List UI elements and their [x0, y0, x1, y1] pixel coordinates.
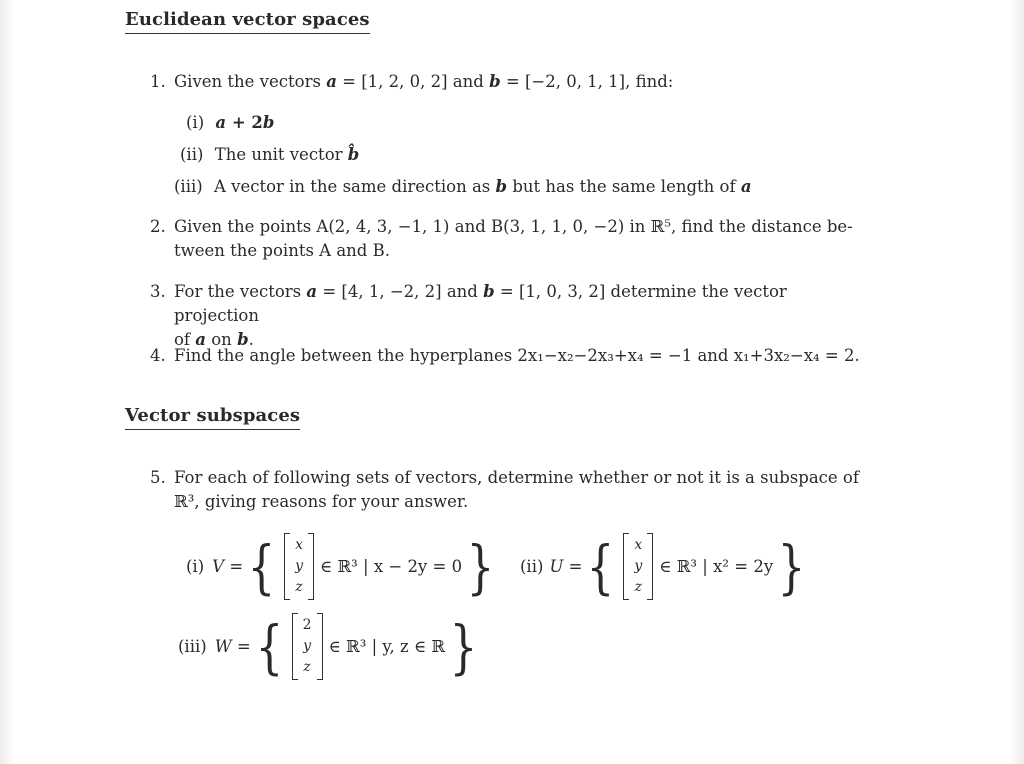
column-vector [292, 613, 323, 680]
question-2-line-1: Given the points A(2, 4, 3, −1, 1) and B(3, 1, 1, 0, −2) in ℝ⁵, find the distance be- [174, 217, 853, 236]
set-name: V = [212, 557, 244, 576]
vector-entry: z [634, 579, 642, 595]
vector-a: a [326, 72, 337, 91]
right-brace: } [777, 532, 806, 601]
question-5-line-1: For each of following sets of vectors, determine whether or not it is a subspace of [174, 468, 859, 487]
vector-entry: z [295, 579, 303, 595]
vector-entry: y [303, 638, 312, 654]
vector-entry: 2 [302, 617, 312, 633]
vector-entry: x [634, 537, 643, 553]
question-2-line-2: tween the points A and B. [174, 241, 390, 260]
set-label: (i) [186, 557, 205, 576]
left-brace: { [587, 532, 615, 601]
part-ii-text: The unit vector [214, 145, 343, 164]
vector-b: b [237, 330, 249, 349]
set-label: (iii) [178, 637, 207, 656]
question-number: 1. [150, 72, 166, 91]
part-i-a: a [215, 113, 227, 132]
set-v [186, 533, 499, 600]
question-4 [150, 344, 875, 368]
q1-part-iii [174, 175, 752, 199]
vector-entry: z [303, 659, 311, 675]
question-number: 2. [150, 217, 166, 236]
part-i-plus: + 2 [226, 113, 263, 132]
set-condition: ∈ ℝ³ | y, z ∈ ℝ [328, 637, 446, 656]
question-number: 4. [150, 346, 166, 365]
question-number: 5. [150, 468, 166, 487]
q3-period: . [248, 330, 254, 349]
question-5-line-2: ℝ³, giving reasons for your answer. [174, 492, 469, 511]
set-name: U = [549, 557, 583, 576]
set-w [178, 613, 482, 680]
section-heading-subspaces: Vector subspaces [125, 405, 300, 430]
left-brace: { [247, 532, 276, 601]
set-condition: ∈ ℝ³ | x² = 2y [659, 557, 774, 576]
column-vector [284, 533, 314, 600]
part-iii-b: b [495, 177, 508, 196]
right-brace: } [449, 612, 478, 681]
q3-on: on [211, 330, 232, 349]
part-i-b: b [262, 113, 275, 132]
question-1-text [174, 70, 875, 94]
question-3-line-1 [174, 280, 875, 328]
left-page-shadow [0, 0, 14, 764]
vector-a: a [306, 282, 318, 301]
question-1 [150, 70, 875, 94]
right-page-shadow [1010, 0, 1024, 764]
vector-a-value: = [1, 2, 0, 2] [342, 72, 448, 91]
column-vector [623, 533, 653, 600]
q1-part-ii [180, 143, 359, 167]
part-label: (ii) [180, 145, 204, 164]
left-brace: { [255, 612, 284, 681]
q3-lead: For the vectors [174, 282, 302, 301]
set-name: W = [214, 637, 251, 656]
question-5 [150, 466, 875, 514]
vector-a: a [195, 330, 206, 349]
part-iii-text: A vector in the same direction as [213, 177, 491, 196]
vector-entry: y [634, 558, 643, 574]
question-number: 3. [150, 282, 166, 301]
q1-part-i [186, 111, 274, 135]
set-condition: ∈ ℝ³ | x − 2y = 0 [319, 557, 463, 576]
set-label: (ii) [520, 557, 544, 576]
q1-and: and [452, 72, 484, 91]
vector-a-value: = [4, 1, −2, 2] and [322, 282, 478, 301]
unit-vector-b-hat: b̂ [347, 145, 360, 164]
q3-of: of [174, 330, 191, 349]
question-3 [150, 280, 875, 352]
set-u [520, 533, 810, 600]
part-label: (i) [186, 113, 205, 132]
vector-b: b [489, 72, 501, 91]
question-4-text: Find the angle between the hyperplanes 2x₁−x₂−2x₃+x₄ = −1 and x₁+3x₂−x₄ = 2. [174, 346, 860, 365]
vector-b: b [483, 282, 495, 301]
part-iii-text2: but has the same length of [512, 177, 736, 196]
vector-b-value: = [−2, 0, 1, 1], find: [505, 72, 674, 91]
question-2 [150, 215, 875, 263]
right-brace: } [466, 532, 495, 601]
section-heading-euclidean: Euclidean vector spaces [125, 9, 370, 34]
part-iii-a: a [740, 177, 752, 196]
vector-entry: x [295, 537, 303, 553]
q1-lead: Given the vectors [174, 72, 321, 91]
part-label: (iii) [174, 177, 203, 196]
vector-b-value: = [1, 0, 3, 2] determine the vector projection [174, 282, 787, 325]
vector-entry: y [295, 558, 303, 574]
